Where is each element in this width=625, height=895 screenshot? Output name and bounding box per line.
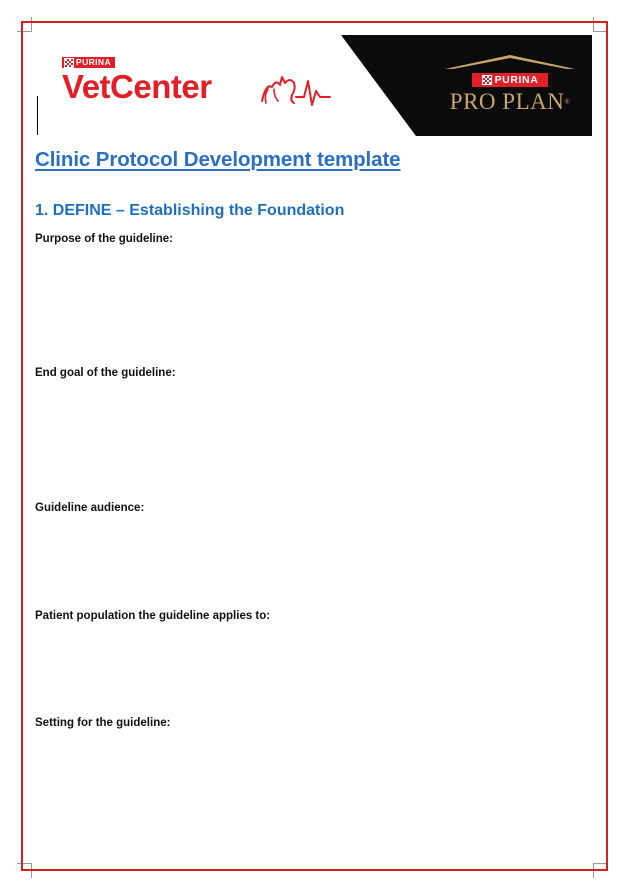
- field-label-setting: Setting for the guideline:: [35, 717, 171, 729]
- proplan-wordmark: [440, 89, 580, 115]
- purina-badge-text: PURINA: [76, 57, 111, 67]
- proplan-badge-text: PURINA: [494, 74, 539, 86]
- proplan-purina-badge: [472, 73, 548, 87]
- text-cursor: [37, 96, 38, 135]
- field-label-audience: Guideline audience:: [35, 502, 145, 514]
- document-title: Clinic Protocol Development template: [35, 148, 401, 171]
- pet-heartbeat-icon: [260, 67, 332, 107]
- trademark-symbol: ®: [564, 98, 571, 106]
- vetcenter-wordmark: VetCenter: [62, 68, 212, 105]
- field-label-end-goal: End goal of the guideline:: [35, 367, 176, 379]
- proplan-wordmark-text: PRO PLAN: [449, 89, 565, 114]
- vetcenter-logo: [62, 57, 342, 117]
- section-heading-define: 1. DEFINE – Establishing the Foundation: [35, 202, 345, 219]
- proplan-roof-icon: [445, 53, 575, 71]
- purina-checkerboard-icon: [64, 58, 74, 68]
- header-banner: [35, 35, 592, 136]
- proplan-logo: [440, 53, 580, 123]
- proplan-checkerboard-icon: [482, 75, 492, 85]
- field-label-patient-population: Patient population the guideline applies to:: [35, 610, 271, 622]
- field-label-purpose: Purpose of the guideline:: [35, 233, 174, 245]
